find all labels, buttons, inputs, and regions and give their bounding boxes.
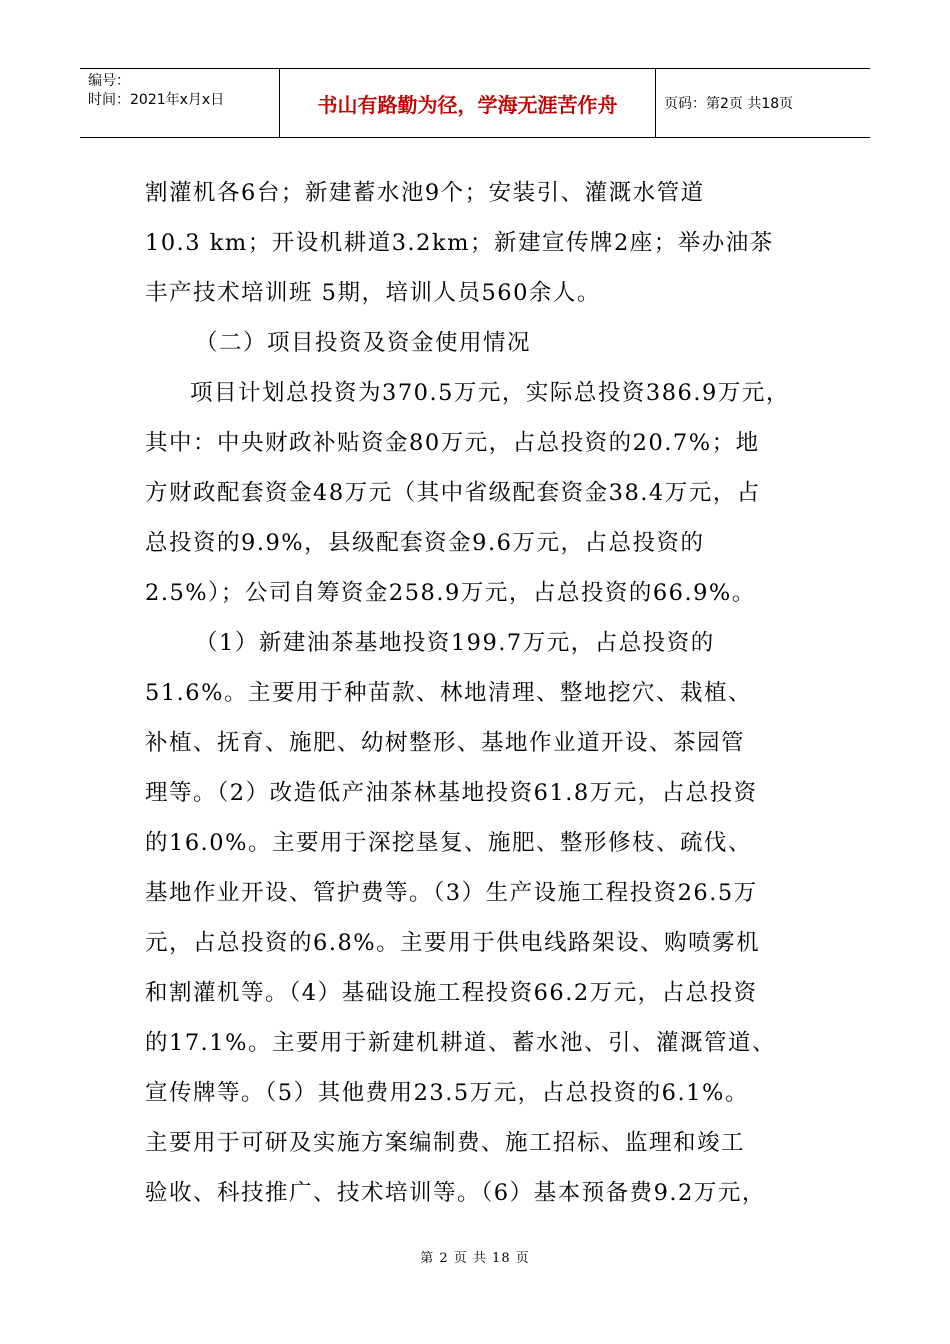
body-line: （1）新建油茶基地投资199.7万元，占总投资的 bbox=[195, 630, 715, 656]
body-line: 总投资的9.9%，县级配套资金9.6万元，占总投资的 bbox=[145, 530, 705, 556]
body-line: 补植、抚育、施肥、幼树整形、基地作业道开设、茶园管 bbox=[145, 730, 746, 756]
body-line: 宣传牌等。（5）其他费用23.5万元，占总投资的6.1%。 bbox=[145, 1080, 749, 1106]
body-line: 基地作业开设、管护费等。（3）生产设施工程投资26.5万 bbox=[145, 880, 758, 906]
section-heading: （二）项目投资及资金使用情况 bbox=[195, 330, 532, 356]
header-motto: 书山有路勤为径，学海无涯苦作舟 bbox=[280, 69, 656, 137]
header-meta bbox=[80, 69, 280, 137]
body-line: 项目计划总投资为370.5万元，实际总投资386.9万元， bbox=[190, 380, 790, 406]
document-number: 编号： bbox=[88, 73, 130, 89]
body-line: 丰产技术培训班 5期，培训人员560余人。 bbox=[145, 280, 601, 306]
document-body bbox=[145, 168, 813, 1218]
body-line: 主要用于可研及实施方案编制费、施工招标、监理和竣工 bbox=[145, 1130, 746, 1156]
body-line: 方财政配套资金48万元（其中省级配套资金38.4万元，占 bbox=[145, 480, 761, 506]
body-line: 2.5%）；公司自筹资金258.9万元，占总投资的66.9%。 bbox=[145, 580, 756, 606]
body-line: 验收、科技推广、技术培训等。（6）基本预备费9.2万元， bbox=[145, 1180, 766, 1206]
body-line: 其中：中央财政补贴资金80万元，占总投资的20.7%；地 bbox=[145, 430, 760, 456]
header-page-number: 页码：第2页 共18页 bbox=[664, 96, 794, 112]
body-line: 割灌机各6台；新建蓄水池9个；安装引、灌溉水管道 bbox=[145, 180, 705, 206]
body-line: 的17.1%。主要用于新建机耕道、蓄水池、引、灌溉管道、 bbox=[145, 1030, 776, 1056]
body-line: 元，占总投资的6.8%。主要用于供电线路架设、购喷雾机 bbox=[145, 930, 761, 956]
body-line: 10.3 km；开设机耕道3.2km；新建宣传牌2座；举办油茶 bbox=[145, 230, 774, 256]
body-line: 51.6%。主要用于种苗款、林地清理、整地挖穴、栽植、 bbox=[145, 680, 752, 706]
body-line: 理等。（2）改造低产油茶林基地投资61.8万元，占总投资 bbox=[145, 780, 758, 806]
document-time: 时间：2021年x月x日 bbox=[88, 92, 225, 108]
body-line: 的16.0%。主要用于深挖垦复、施肥、整形修枝、疏伐、 bbox=[145, 830, 752, 856]
page-footer: 第 2 页 共 18 页 bbox=[420, 1251, 530, 1266]
document-header bbox=[80, 68, 870, 138]
body-line: 和割灌机等。（4）基础设施工程投资66.2万元，占总投资 bbox=[145, 980, 758, 1006]
